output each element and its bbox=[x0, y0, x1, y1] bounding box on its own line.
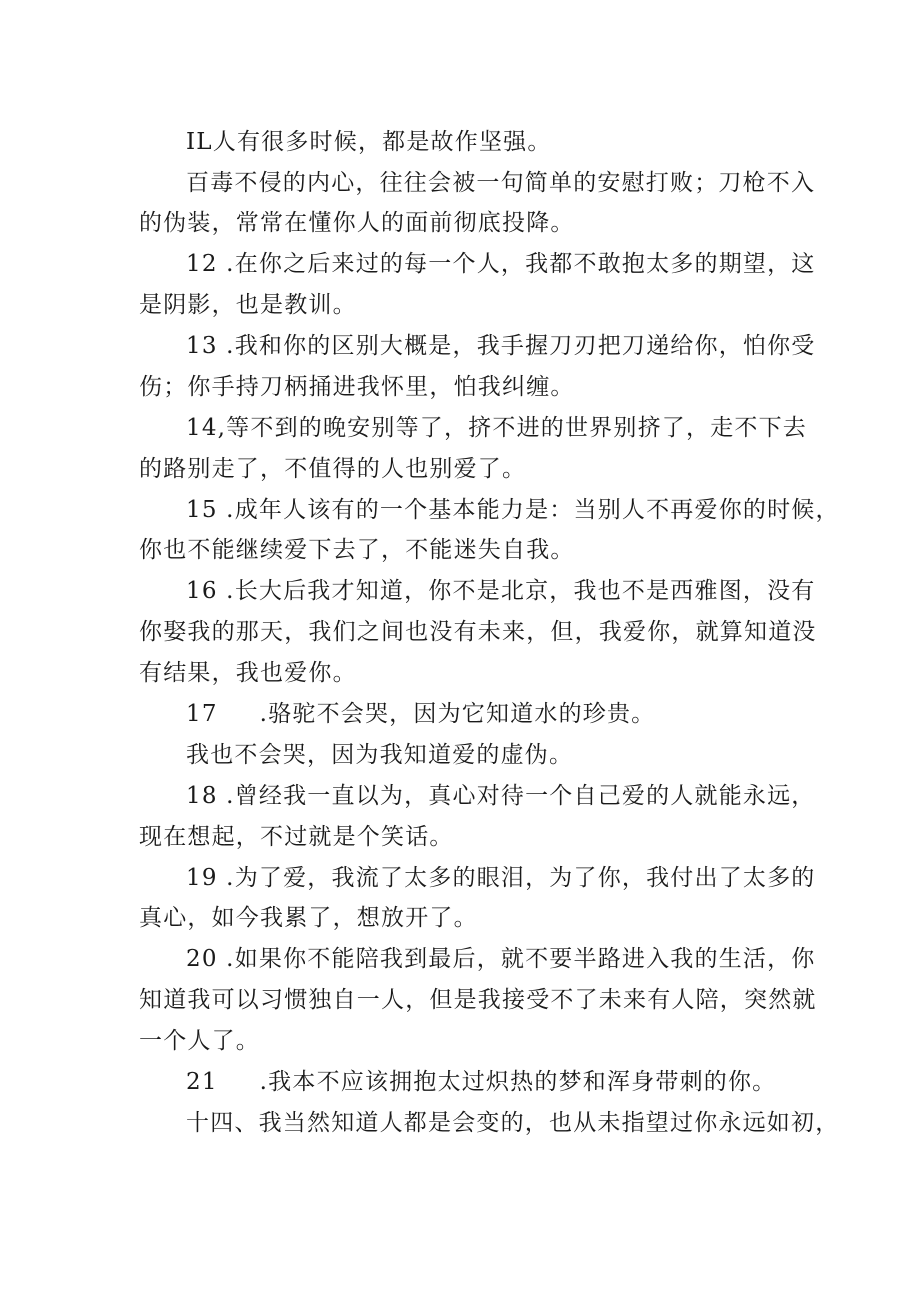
paragraph-line: 18 .曾经我一直以为，真心对待一个自己爱的人就能永远， bbox=[186, 783, 816, 809]
paragraph-line: 我也不会哭，因为我知道爱的虚伪。 bbox=[186, 742, 574, 768]
paragraph-line: 16 .长大后我才知道，你不是北京，我也不是西雅图，没有 bbox=[186, 578, 816, 604]
item-number: 21 bbox=[186, 1069, 218, 1095]
paragraph-line: 现在想起，不过就是个笑话。 bbox=[139, 824, 454, 850]
paragraph-line: 你也不能继续爱下去了，不能迷失自我。 bbox=[139, 537, 575, 563]
paragraph-line: 的路别走了，不值得的人也别爱了。 bbox=[139, 456, 527, 482]
paragraph-line bbox=[0, 694, 920, 734]
paragraph-line: 12 .在你之后来过的每一个人，我都不敢抱太多的期望，这 bbox=[186, 251, 816, 277]
paragraph-line: 十四、我当然知道人都是会变的，也从未指望过你永远如初， bbox=[186, 1110, 840, 1136]
paragraph-line: 15 .成年人该有的一个基本能力是：当别人不再爱你的时候， bbox=[186, 497, 840, 523]
item-text: .骆驼不会哭，因为它知道水的珍贵。 bbox=[259, 701, 656, 727]
paragraph-line: 14,等不到的晚安别等了，挤不进的世界别挤了，走不下去 bbox=[186, 415, 807, 441]
item-number: 17 bbox=[186, 701, 218, 727]
paragraph-line: 是阴影，也是教训。 bbox=[139, 292, 357, 318]
paragraph-line: 伤；你手持刀柄捅进我怀里，怕我纠缠。 bbox=[139, 374, 575, 400]
paragraph-line: 13 .我和你的区别大概是，我手握刀刃把刀递给你，怕你受 bbox=[186, 333, 816, 359]
paragraph-line: 知道我可以习惯独自一人，但是我接受不了未来有人陪，突然就 bbox=[139, 987, 817, 1013]
paragraph-line: 百毒不侵的内心，往往会被一句简单的安慰打败；刀枪不入 bbox=[186, 170, 816, 196]
paragraph-line: IL人有很多时候，都是故作坚强。 bbox=[186, 129, 552, 155]
paragraph-line: 有结果，我也爱你。 bbox=[139, 660, 357, 686]
paragraph-line: 一个人了。 bbox=[139, 1028, 260, 1054]
paragraph-line bbox=[0, 1062, 920, 1102]
paragraph-line: 你娶我的那天，我们之间也没有未来，但，我爱你，就算知道没 bbox=[139, 619, 817, 645]
item-text: .我本不应该拥抱太过炽热的梦和浑身带刺的你。 bbox=[259, 1069, 777, 1095]
paragraph-line: 20 .如果你不能陪我到最后，就不要半路进入我的生活，你 bbox=[186, 946, 816, 972]
paragraph-line: 的伪装，常常在懂你人的面前彻底投降。 bbox=[139, 210, 575, 236]
paragraph-line: 真心，如今我累了，想放开了。 bbox=[139, 905, 478, 931]
paragraph-line: 19 .为了爱，我流了太多的眼泪，为了你，我付出了太多的 bbox=[186, 865, 816, 891]
